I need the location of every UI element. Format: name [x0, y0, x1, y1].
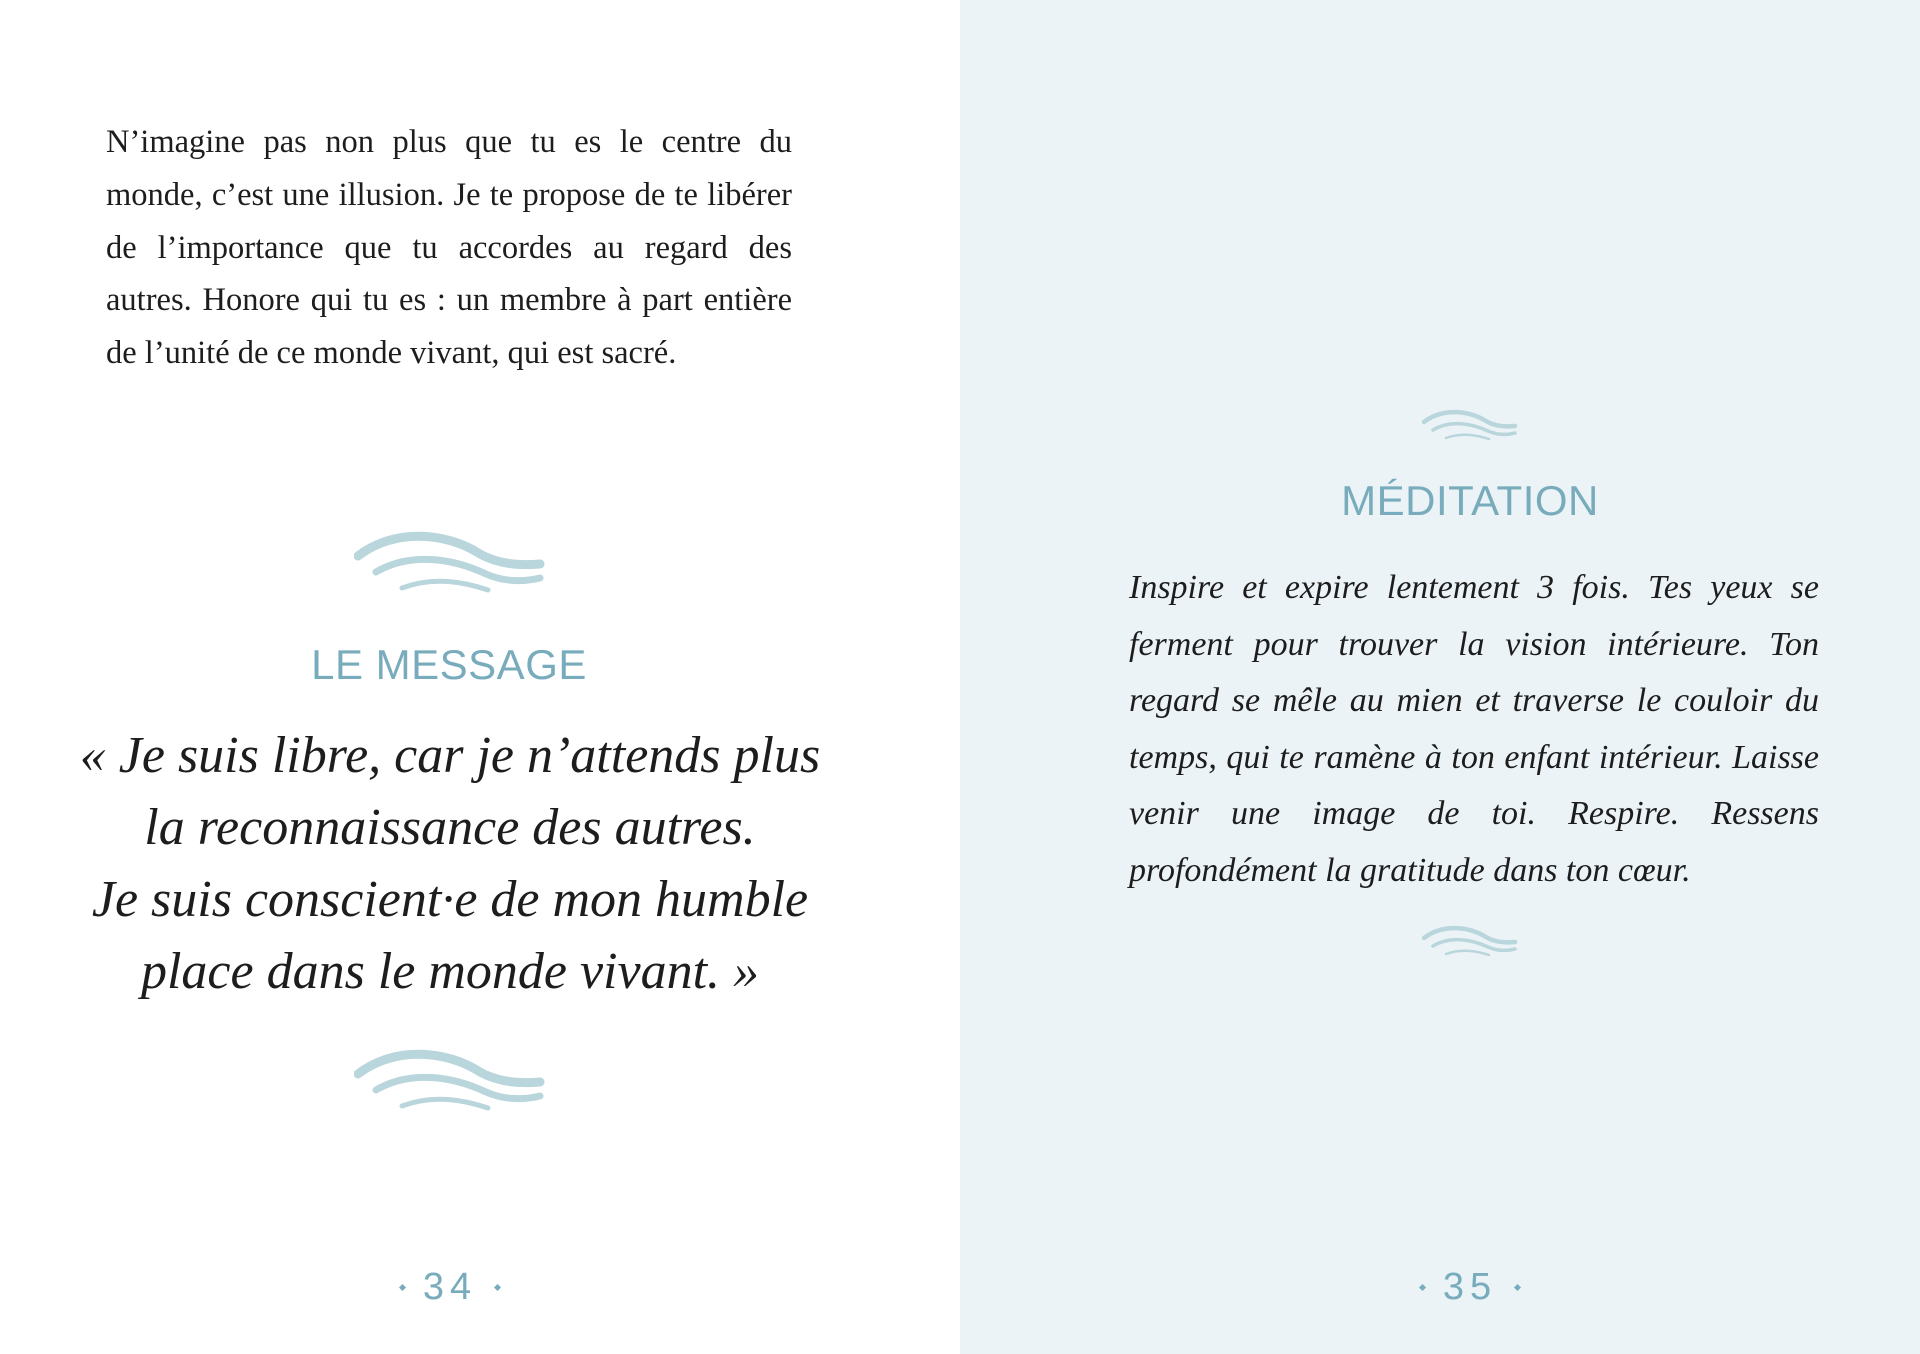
quote-line: « Je suis libre, car je n’attends plus [79, 727, 821, 784]
page-number: 35 [1442, 1265, 1498, 1308]
left-body-text: N’imagine pas non plus que tu es le centre du monde, c’est une illusion. Je te propose de te libérer de l’importance que tu accordes au regard des autres. Honore qui tu es : un membre à part entière de l’unité de ce monde vivant, qui est sacré. [106, 124, 792, 372]
page-number: 34 [422, 1265, 478, 1308]
quote-line: la reconnaissance des autres. [144, 799, 756, 856]
wave-ornament-icon [354, 524, 546, 600]
quote-line: place dans le monde vivant. » [140, 943, 760, 1000]
folio-dot-icon [1514, 1283, 1521, 1290]
page-number-right [1370, 1262, 1570, 1312]
quote-line: Je suis conscient·e de mon humble [91, 871, 809, 928]
meditation-heading: MÉDITATION [1341, 477, 1599, 524]
page-number-left [350, 1262, 550, 1312]
message-heading: LE MESSAGE [311, 641, 587, 688]
meditation-body-text: Inspire et expire lentement 3 fois. Tes yeux se ferment pour trouver la vision intérieure. Ton regard se mêle au mien et traverse le couloir du temps, qui te ramène à ton enfant intérieur. Laisse venir une image de toi. Respire. Ressens profondément la gratitude dans ton cœur. [1129, 569, 1819, 889]
wave-ornament-icon [1422, 406, 1518, 446]
wave-ornament-icon [1422, 922, 1518, 962]
folio-dot-icon [1419, 1283, 1426, 1290]
folio-dot-icon [494, 1283, 501, 1290]
message-quote [60, 720, 840, 1008]
wave-ornament-icon [354, 1042, 546, 1118]
folio-dot-icon [399, 1283, 406, 1290]
